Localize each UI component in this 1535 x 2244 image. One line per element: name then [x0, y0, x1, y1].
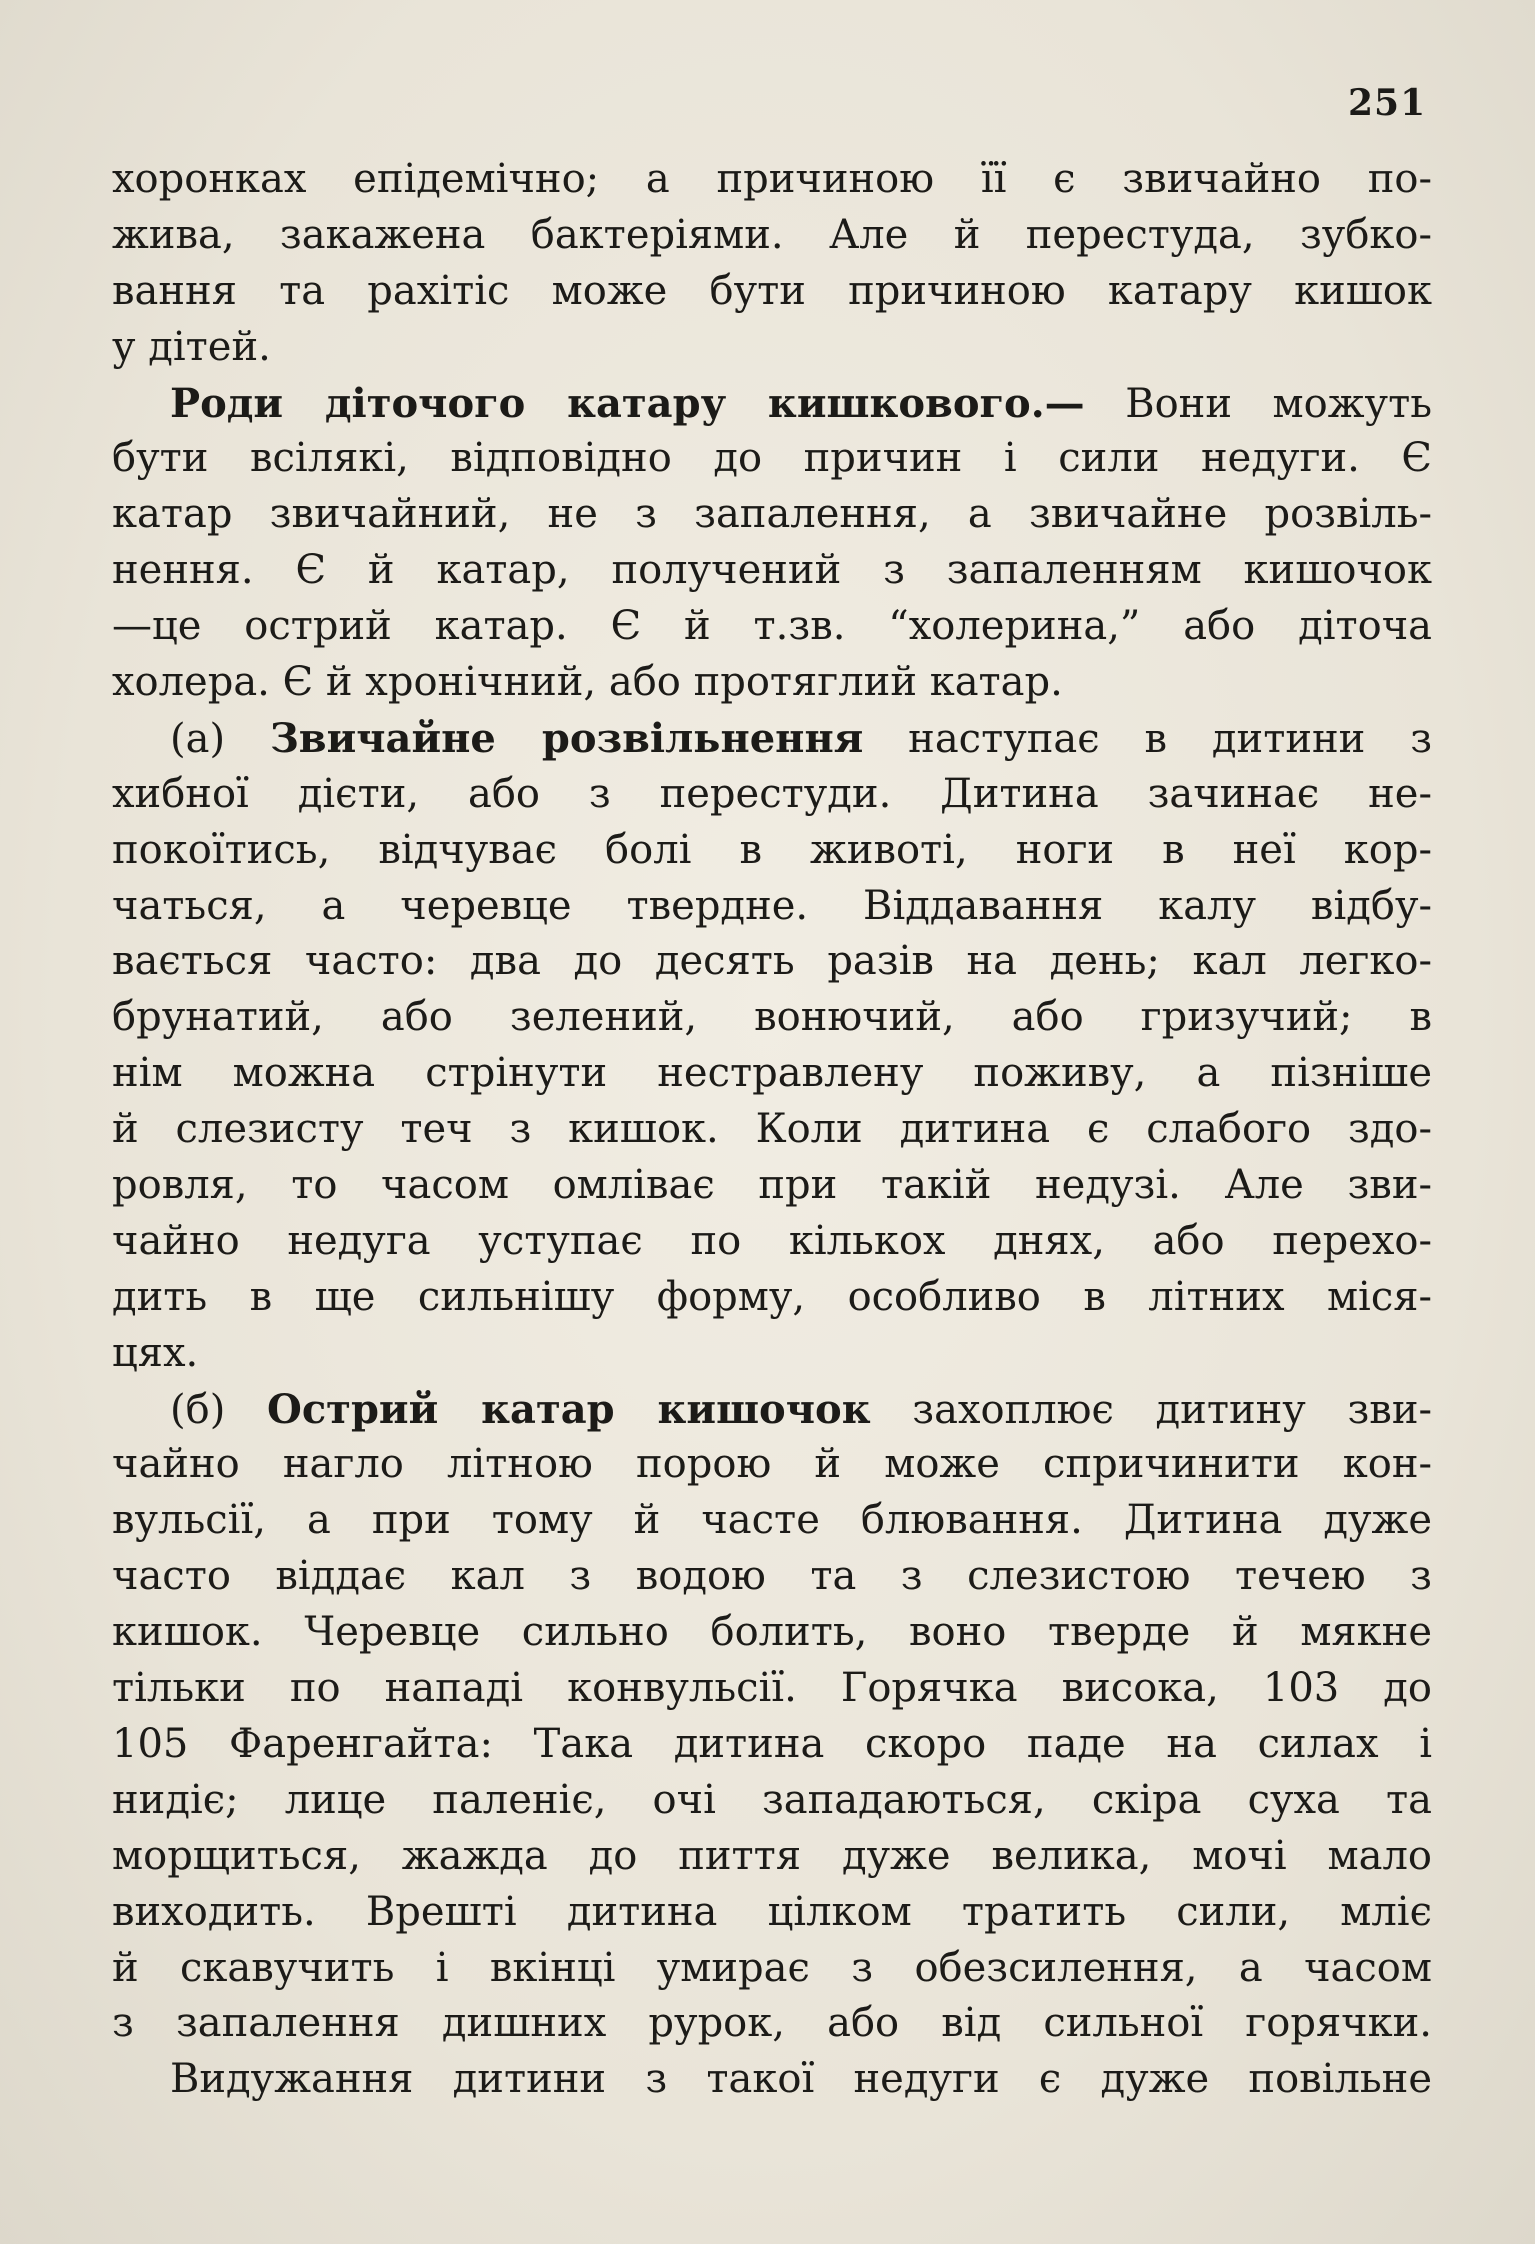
- text-line: вульсії, а при тому й часте блювання. Дитина дуже: [112, 1497, 1432, 1544]
- text-line: чайно недуга уступає по кількох днях, або перехо-: [112, 1217, 1432, 1264]
- text-line: чаться, а черевце твердне. Віддавання калу відбу-: [112, 882, 1432, 929]
- text-line: тільки по нападі конвульсії. Горячка висока, 103 до: [112, 1665, 1432, 1712]
- text-line: ровля, то часом омліває при такій недузі. Але зви-: [112, 1162, 1432, 1209]
- text-line: 105 Фаренгайта: Така дитина скоро паде на силах і: [112, 1720, 1432, 1767]
- text-line: виходить. Врешті дитина цілком тратить сили, мліє: [112, 1888, 1432, 1935]
- text-line: й слезисту теч з кишок. Коли дитина є слабого здо-: [112, 1106, 1432, 1153]
- text-line: чайно нагло літною порою й може спричинити кон-: [112, 1441, 1432, 1488]
- text-line: бути всілякі, відповідно до причин і сили недуги. Є: [112, 435, 1432, 482]
- text-line: хоронках епідемічно; а причиною її є звичайно по-: [112, 156, 1432, 202]
- text-line: цях.: [112, 1329, 199, 1376]
- text-line: —це острий катар. Є й т.зв. “холерина,” або діточа: [112, 603, 1432, 650]
- section-heading: Роди діточого катару кишкового.—: [170, 379, 1085, 427]
- text-line: Видужання дитини з такої недуги є дуже повільне: [170, 2056, 1432, 2103]
- text-line: жива, закажена бактеріями. Але й перестуда, зубко-: [112, 211, 1432, 258]
- body-text: [112, 152, 1432, 2108]
- text-line: з запалення дишних рурок, або від сильної горячки.: [112, 2000, 1432, 2047]
- text-line: хибної дієти, або з перестуди. Дитина зачинає не-: [112, 770, 1432, 817]
- text-line: часто віддає кал з водою та з слезистою течею з: [112, 1553, 1432, 1600]
- subsection-b-heading: Острий катар кишочок: [266, 1385, 871, 1433]
- subsection-b-line: (б) Острий катар кишочок захоплює дитину зви-: [170, 1385, 1432, 1433]
- text-line: дить в ще сильнішу форму, особливо в літних міся-: [112, 1273, 1432, 1320]
- text-line: брунатий, або зелений, вонючий, або гризучий; в: [112, 994, 1432, 1041]
- page-number: 251: [1348, 82, 1427, 124]
- text-line: й скавучить і вкінці умирає з обезсилення, а часом: [112, 1944, 1432, 1991]
- text-line: нім можна стрінути нестравлену поживу, а пізніше: [112, 1050, 1432, 1097]
- text-line: у дітей.: [112, 323, 271, 370]
- text-line: катар звичайний, не з запалення, а звичайне розвіль-: [112, 491, 1432, 538]
- text-line: покоїтись, відчуває болі в животі, ноги в неї кор-: [112, 826, 1432, 873]
- text-line: нидіє; лице паленіє, очі западаються, скіра суха та: [112, 1776, 1432, 1823]
- text-line: вається часто: два до десять разів на день; кал легко-: [112, 938, 1432, 985]
- section-heading-line: Роди діточого катару кишкового.— Вони можуть: [170, 379, 1432, 427]
- text-line: вання та рахітіс може бути причиною катару кишок: [112, 267, 1432, 314]
- text-line: морщиться, жажда до пиття дуже велика, мочі мало: [112, 1832, 1432, 1879]
- text-line: холера. Є й хронічний, або протяглий катар.: [112, 659, 1063, 706]
- subsection-a-line: (а) Звичайне розвільнення наступає в дитини з: [170, 714, 1432, 762]
- text-line: кишок. Черевце сильно болить, воно тверде й мякне: [112, 1609, 1432, 1656]
- text-line: нення. Є й катар, получений з запаленням кишочок: [112, 547, 1432, 594]
- subsection-a-heading: Звичайне розвільнення: [269, 714, 864, 762]
